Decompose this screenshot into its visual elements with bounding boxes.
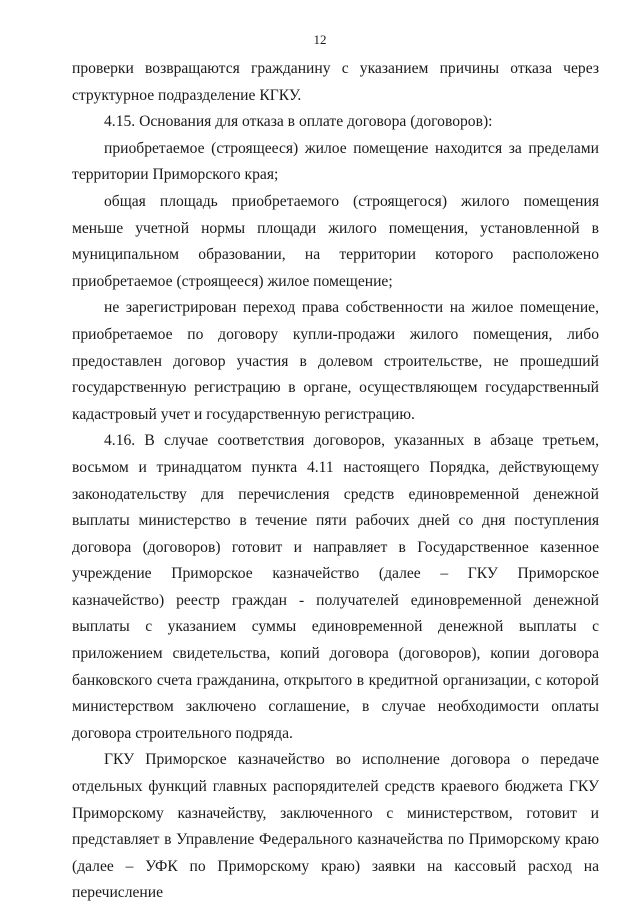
paragraph-refusal-registration: не зарегистрирован переход права собственности на жилое помещение, приобретаемое по договору купли-продажи жилого помещения, либо предоставлен договор участия в долевом строительстве, не прошедший государственную регистрацию в органе, осуществляющем государственный кадастровый учет и государственную регистрацию. [72, 299, 599, 423]
paragraph-refusal-territory: приобретаемое (строящееся) жилое помещение находится за пределами территории Приморского края; [72, 139, 599, 184]
page-number: 12 [313, 32, 327, 47]
paragraph-4-15-heading: 4.15. Основания для отказа в оплате договора (договоров): [104, 113, 493, 131]
paragraph-continuation: проверки возвращаются гражданину с указанием причины отказа через структурное подразделение КГКУ. [72, 60, 599, 104]
paragraph-4-16: 4.16. В случае соответствия договоров, указанных в абзаце третьем, восьмом и тринадцатом пункта 4.11 настоящего Порядка, действующему законодательству для перечисления средств единовременной денежной выплаты министерство в течение пяти рабочих дней со дня поступления договора (договоров) готовит и направляет в Государственное казенное учреждение Приморское казначейство (далее – ГКУ Приморское казначейство) реестр граждан - получателей единовременной денежной выплаты с указанием суммы единовременной денежной выплаты с приложением свидетельства, копий договора (договоров), копии договора банковского счета гражданина, открытого в кредитной организации, с которой министерством заключено соглашение, в случае необходимости оплаты договора строительного подряда. [72, 432, 599, 742]
document-body [72, 56, 599, 907]
paragraph-refusal-area: общая площадь приобретаемого (строящегося) жилого помещения меньше учетной нормы площади жилого помещения, установленной в муниципальном образовании, на территории которого расположено приобретаемое (строящееся) жилое помещение; [72, 192, 599, 290]
paragraph-treasury: ГКУ Приморское казначейство во исполнение договора о передаче отдельных функций главных распорядителей средств краевого бюджета ГКУ Приморскому казначейству, заключенного с министерством, готовит и представляет в Управление Федерального казначейства по Приморскому краю (далее – УФК по Приморскому краю) заявки на кассовый расход на перечисление [72, 751, 599, 902]
